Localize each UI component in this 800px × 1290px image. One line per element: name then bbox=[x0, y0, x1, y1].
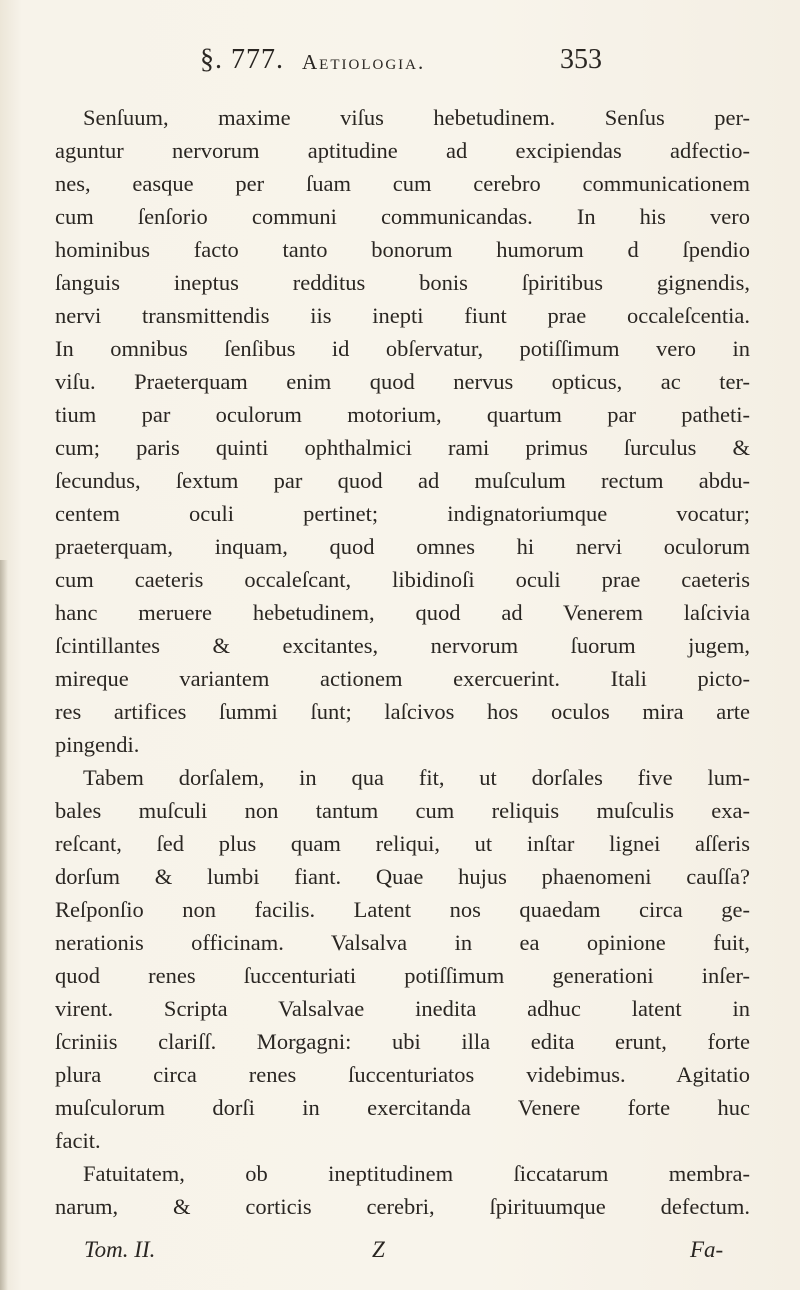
page-edge-shadow bbox=[0, 560, 8, 1290]
text-line: centem oculi pertinet; indignatoriumque vocatur; bbox=[55, 501, 750, 526]
text-line: facit. bbox=[55, 1128, 101, 1153]
text-line: dorſum & lumbi fiant. Quae hujus phaenomeni cauſſa? bbox=[55, 864, 750, 889]
text-line: praeterquam, inquam, quod omnes hi nervi oculorum bbox=[55, 534, 750, 559]
text-line: viſu. Praeterquam enim quod nervus opticus, ac ter- bbox=[55, 369, 750, 394]
text-line: Senſuum, maxime viſus hebetudinem. Senſus per- bbox=[83, 105, 750, 130]
text-line: narum, & corticis cerebri, ſpirituumque defectum. bbox=[55, 1194, 750, 1219]
text-line: ſecundus, ſextum par quod ad muſculum rectum abdu- bbox=[55, 468, 750, 493]
text-line: hanc meruere hebetudinem, quod ad Venerem laſcivia bbox=[55, 600, 750, 625]
signature-line bbox=[30, 1237, 750, 1271]
text-line: bales muſculi non tantum cum reliquis muſculis exa- bbox=[55, 798, 750, 823]
text-line: aguntur nervorum aptitudine ad excipiendas adfectio- bbox=[55, 138, 750, 163]
text-line: cum caeteris occaleſcant, libidinoſi oculi prae caeteris bbox=[55, 567, 750, 592]
text-line: nes, easque per ſuam cum cerebro communicationem bbox=[55, 171, 750, 196]
text-line: quod renes ſuccenturiati potiſſimum generationi inſer- bbox=[55, 963, 750, 988]
text-line: ſcintillantes & excitantes, nervorum ſuorum jugem, bbox=[55, 633, 750, 658]
signature-mark: Z bbox=[372, 1237, 385, 1262]
text-line: In omnibus ſenſibus id obſervatur, potiſſimum vero in bbox=[55, 336, 750, 361]
text-line: muſculorum dorſi in exercitanda Venere forte huc bbox=[55, 1095, 750, 1120]
text-line: virent. Scripta Valsalvae inedita adhuc latent in bbox=[55, 996, 750, 1021]
section-number: §. 777. bbox=[200, 44, 284, 75]
text-line: plura circa renes ſuccenturiatos videbimus. Agitatio bbox=[55, 1062, 750, 1087]
text-line: Tabem dorſalem, in qua fit, ut dorſales five lum- bbox=[83, 765, 750, 790]
text-line: mireque variantem actionem exercuerint. Itali picto- bbox=[55, 666, 750, 691]
text-line: nervi transmittendis iis inepti fiunt prae occaleſcentia. bbox=[55, 303, 750, 328]
volume-mark: Tom. II. bbox=[84, 1237, 156, 1262]
text-line: hominibus facto tanto bonorum humorum d ſpendio bbox=[55, 237, 750, 262]
running-head bbox=[200, 44, 602, 80]
text-line: ſcriniis clariſſ. Morgagni: ubi illa edita erunt, forte bbox=[55, 1029, 750, 1054]
text-line: pingendi. bbox=[55, 732, 140, 757]
text-line: Fatuitatem, ob ineptitudinem ſiccatarum membra- bbox=[83, 1161, 750, 1186]
text-line: nerationis officinam. Valsalva in ea opinione fuit, bbox=[55, 930, 750, 955]
text-line: res artifices ſummi ſunt; laſcivos hos oculos mira arte bbox=[55, 699, 750, 724]
text-line: reſcant, ſed plus quam reliqui, ut inſtar lignei aſſeris bbox=[55, 831, 750, 856]
page-number: 353 bbox=[560, 44, 602, 75]
text-line: Reſponſio non facilis. Latent nos quaedam circa ge- bbox=[55, 897, 750, 922]
catchword: Fa- bbox=[690, 1237, 724, 1262]
running-title: Aetiologia. bbox=[302, 50, 426, 74]
text-line: tium par oculorum motorium, quartum par patheti- bbox=[55, 402, 750, 427]
body-text bbox=[55, 101, 750, 1223]
text-line: cum ſenſorio communi communicandas. In his vero bbox=[55, 204, 750, 229]
text-line: ſanguis ineptus redditus bonis ſpiritibus gignendis, bbox=[55, 270, 750, 295]
text-line: cum; paris quinti ophthalmici rami primus ſurculus & bbox=[55, 435, 750, 460]
